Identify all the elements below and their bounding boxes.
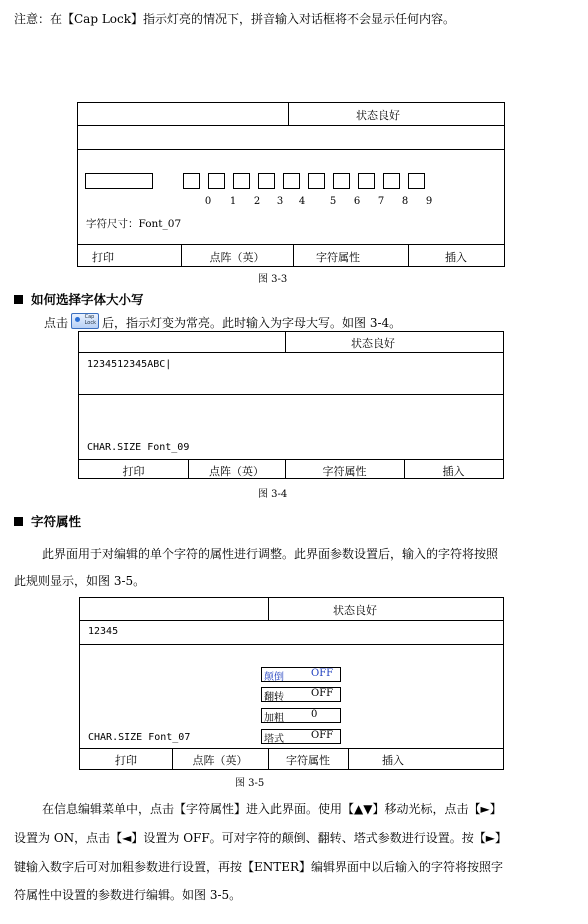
font-size-label: CHAR.SIZE Font_09 [87,442,190,453]
paragraph-line: 此规则显示，如图 3-5。 [14,574,146,588]
paragraph-line: 键输入数字后可对加粗参数进行设置，再按【ENTER】编辑界面中以后输入的字符将按照字 [14,860,504,874]
slot-number: 8 [401,196,409,207]
text-input[interactable]: 1234512345ABC| [87,359,172,370]
slot-number: 4 [298,196,306,207]
char-slot [258,173,275,189]
status-text: 状态良好 [356,109,400,122]
char-slot [183,173,200,189]
slot-number: 6 [353,196,361,207]
figure-caption: 图 3-4 [258,489,288,500]
attr-value: OFF [311,730,334,741]
figure-3-4-panel [78,331,504,479]
paragraph-line: 在信息编辑菜单中，点击【字符属性】进入此界面。使用【▲▼】移动光标，点击【►】 [42,802,502,816]
tab-print[interactable]: 打印 [115,754,137,767]
slot-number: 2 [253,196,261,207]
attr-bold[interactable] [261,708,341,723]
tab-char-attributes[interactable]: 字符属性 [286,754,330,767]
slot-number: 0 [204,196,212,207]
slot-number: 9 [425,196,433,207]
section-heading: 如何选择字体大小写 [14,290,144,308]
tab-char-attributes[interactable]: 字符属性 [316,251,360,264]
figure-caption: 图 3-3 [258,274,288,285]
char-slot [283,173,300,189]
tab-print[interactable]: 打印 [92,251,114,264]
caps-instruction: 点击 Cap Lock 后，指示灯变为常亮。此时输入为字母大写。如图 3-4。 [44,314,402,330]
caps-lock-key-icon: Cap Lock [71,313,99,329]
paragraph-line: 设置为 ON，点击【◄】设置为 OFF。可对字符的颠倒、翻转、塔式参数进行设置。按【►】 [14,831,507,845]
slot-number: 1 [229,196,237,207]
attr-value: OFF [311,668,334,679]
attr-value: OFF [311,688,334,699]
tab-dot-matrix[interactable]: 点阵（英） [192,754,248,767]
attr-value: 0 [311,709,318,720]
font-size-label: CHAR.SIZE Font_07 [88,732,191,743]
char-slot [408,173,425,189]
attr-name: 塔式 [264,734,284,745]
status-text: 状态良好 [351,337,395,350]
tab-dot-matrix[interactable]: 点阵（英） [209,251,265,264]
figure-3-3-panel [77,102,505,267]
char-slot [233,173,250,189]
char-slot [308,173,325,189]
attr-name: 翻转 [264,692,284,703]
font-size-label: 字符尺寸：Font_07 [86,218,182,230]
status-text: 状态良好 [333,604,377,617]
char-slot [333,173,350,189]
text-input[interactable]: 12345 [88,626,119,637]
figure-3-5-panel [79,597,504,770]
tab-insert[interactable]: 插入 [442,465,465,478]
attr-flip[interactable] [261,687,341,702]
attr-invert[interactable] [261,667,341,682]
caps-lock-note: 注意：在【Cap Lock】指示灯亮的情况下，拼音输入对话框将不会显示任何内容。 [14,12,456,26]
paragraph-line: 此界面用于对编辑的单个字符的属性进行调整。此界面参数设置后，输入的字符将按照 [42,547,499,561]
char-slot [208,173,225,189]
char-slot [383,173,400,189]
attr-tower[interactable] [261,729,341,744]
char-slot [358,173,375,189]
tab-print[interactable]: 打印 [122,465,145,478]
tab-insert[interactable]: 插入 [445,251,467,264]
section-heading: 字符属性 [14,512,81,530]
slot-number: 5 [329,196,337,207]
slot-number: 3 [276,196,284,207]
tab-char-attributes[interactable]: 字符属性 [322,465,367,478]
input-box[interactable] [85,173,153,189]
tab-insert[interactable]: 插入 [382,754,404,767]
attr-name: 加粗 [264,713,284,724]
figure-caption: 图 3-5 [235,778,265,789]
attr-name: 颠倒 [264,672,284,683]
paragraph-line: 符属性中设置的参数进行编辑。如图 3-5。 [14,888,242,902]
slot-number: 7 [377,196,385,207]
tab-dot-matrix[interactable]: 点阵（英） [209,465,264,478]
